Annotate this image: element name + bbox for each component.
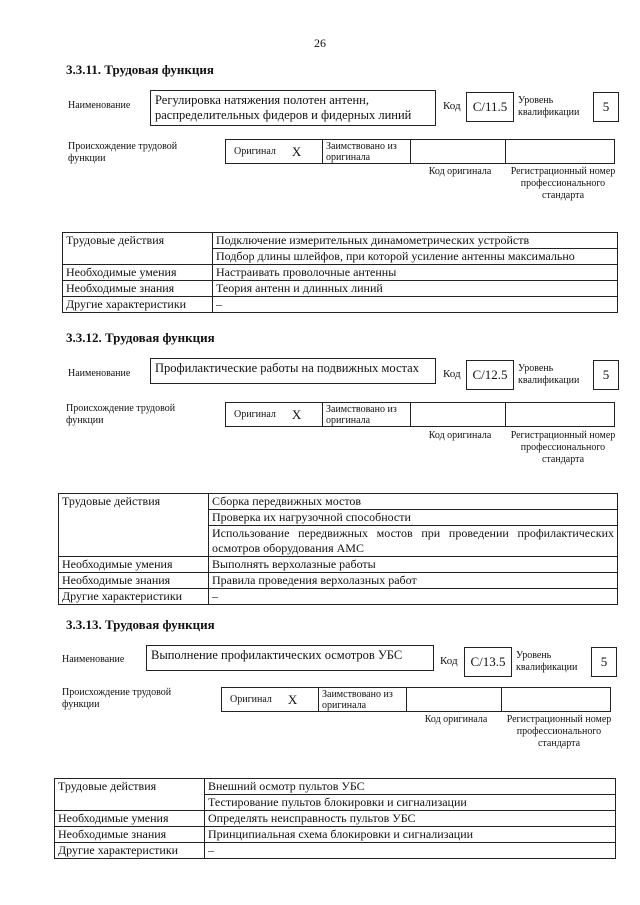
- function-section-12: [0, 330, 640, 603]
- origin-row: [222, 687, 611, 712]
- table-row: [59, 557, 618, 573]
- actions-table: [54, 778, 616, 859]
- function-section-13: [0, 617, 640, 887]
- actions-table: [58, 493, 618, 605]
- original-label: Оригинал: [230, 694, 272, 705]
- section-heading: 3.3.12. Трудовая функция: [66, 330, 215, 345]
- original-cell: [225, 139, 323, 164]
- qualification-level: 5: [593, 92, 619, 122]
- row-label: Другие характеристики: [55, 843, 205, 859]
- level-label: Уровень квалификации: [516, 650, 578, 673]
- origin-label: Происхождение трудовой функции: [66, 403, 176, 426]
- name-label: Наименование: [68, 368, 131, 379]
- reg-number-cell: [505, 402, 615, 427]
- row-label: Необходимые знания: [59, 573, 209, 589]
- reg-number-caption: Регистрационный номер профессионального стандарта: [506, 714, 612, 749]
- table-row: [63, 233, 618, 249]
- table-cell: Подбор длины шлейфов, при которой усиление антенны максимально: [213, 249, 618, 265]
- table-cell: Подключение измерительных динамометрических устройств: [213, 233, 618, 249]
- table-cell: Правила проведения верхолазных работ: [209, 573, 618, 589]
- function-name: Профилактические работы на подвижных мостах: [150, 358, 436, 384]
- row-label: Трудовые действия: [59, 494, 209, 557]
- name-label: Наименование: [62, 654, 125, 665]
- table-row: [63, 297, 618, 313]
- borrowed-cell: Заимствовано из оригинала: [322, 139, 411, 164]
- function-code: C/12.5: [466, 360, 514, 390]
- table-cell: Тестирование пультов блокировки и сигнализации: [205, 795, 616, 811]
- table-cell: –: [213, 297, 618, 313]
- table-row: [63, 281, 618, 297]
- qualification-level: 5: [591, 647, 617, 677]
- orig-code-caption: Код оригинала: [428, 430, 492, 441]
- orig-code-cell: [410, 402, 506, 427]
- row-label: Необходимые умения: [55, 811, 205, 827]
- row-label: Необходимые знания: [55, 827, 205, 843]
- original-mark: X: [291, 143, 302, 159]
- code-label: Код: [440, 655, 458, 667]
- table-cell: –: [209, 589, 618, 605]
- table-row: [55, 827, 616, 843]
- row-label: Трудовые действия: [55, 779, 205, 811]
- code-label: Код: [443, 368, 461, 380]
- function-name: Регулировка натяжения полотен антенн, распределительных фидеров и фидерных линий: [150, 90, 436, 126]
- table-cell: Принципиальная схема блокировки и сигнализации: [205, 827, 616, 843]
- reg-number-cell: [505, 139, 615, 164]
- table-cell: Настраивать проволочные антенны: [213, 265, 618, 281]
- table-row: [55, 843, 616, 859]
- name-label: Наименование: [68, 100, 131, 111]
- row-label: Другие характеристики: [63, 297, 213, 313]
- reg-number-caption: Регистрационный номер профессионального стандарта: [510, 166, 616, 201]
- function-section-11: [0, 62, 640, 332]
- table-row: [59, 573, 618, 589]
- table-row: [63, 265, 618, 281]
- orig-code-cell: [410, 139, 506, 164]
- table-cell: Использование передвижных мостов при проведении профилактических осмотров оборудования АМС: [209, 526, 618, 557]
- origin-label: Происхождение трудовой функции: [68, 141, 178, 164]
- original-mark: X: [291, 406, 302, 422]
- row-label: Необходимые знания: [63, 281, 213, 297]
- function-code: C/13.5: [464, 647, 512, 677]
- row-label: Другие характеристики: [59, 589, 209, 605]
- row-label: Необходимые умения: [63, 265, 213, 281]
- table-cell: Сборка передвижных мостов: [209, 494, 618, 510]
- table-row: [59, 589, 618, 605]
- table-cell: Определять неисправность пультов УБС: [205, 811, 616, 827]
- original-label: Оригинал: [234, 409, 276, 420]
- code-label: Код: [443, 100, 461, 112]
- original-cell: [225, 402, 323, 427]
- table-row: [55, 779, 616, 795]
- origin-label: Происхождение трудовой функции: [62, 687, 172, 710]
- level-label: Уровень квалификации: [518, 363, 580, 386]
- function-name: Выполнение профилактических осмотров УБС: [146, 645, 434, 671]
- level-label: Уровень квалификации: [518, 95, 580, 118]
- table-cell: Проверка их нагрузочной способности: [209, 510, 618, 526]
- origin-row: [226, 139, 615, 164]
- actions-table: [62, 232, 618, 313]
- section-heading: 3.3.11. Трудовая функция: [66, 62, 214, 77]
- original-mark: X: [287, 691, 298, 707]
- orig-code-cell: [406, 687, 502, 712]
- reg-number-cell: [501, 687, 611, 712]
- reg-number-caption: Регистрационный номер профессионального стандарта: [510, 430, 616, 465]
- origin-row: [226, 402, 615, 427]
- table-row: [55, 811, 616, 827]
- table-cell: Теория антенн и длинных линий: [213, 281, 618, 297]
- orig-code-caption: Код оригинала: [424, 714, 488, 725]
- table-cell: –: [205, 843, 616, 859]
- page-number: 26: [314, 36, 326, 50]
- borrowed-cell: Заимствовано из оригинала: [318, 687, 407, 712]
- qualification-level: 5: [593, 360, 619, 390]
- table-cell: Выполнять верхолазные работы: [209, 557, 618, 573]
- table-cell: Внешний осмотр пультов УБС: [205, 779, 616, 795]
- table-row: [59, 494, 618, 510]
- section-heading: 3.3.13. Трудовая функция: [66, 617, 215, 632]
- orig-code-caption: Код оригинала: [428, 166, 492, 177]
- row-label: Трудовые действия: [63, 233, 213, 265]
- row-label: Необходимые умения: [59, 557, 209, 573]
- function-code: C/11.5: [466, 92, 514, 122]
- borrowed-cell: Заимствовано из оригинала: [322, 402, 411, 427]
- original-cell: [221, 687, 319, 712]
- original-label: Оригинал: [234, 146, 276, 157]
